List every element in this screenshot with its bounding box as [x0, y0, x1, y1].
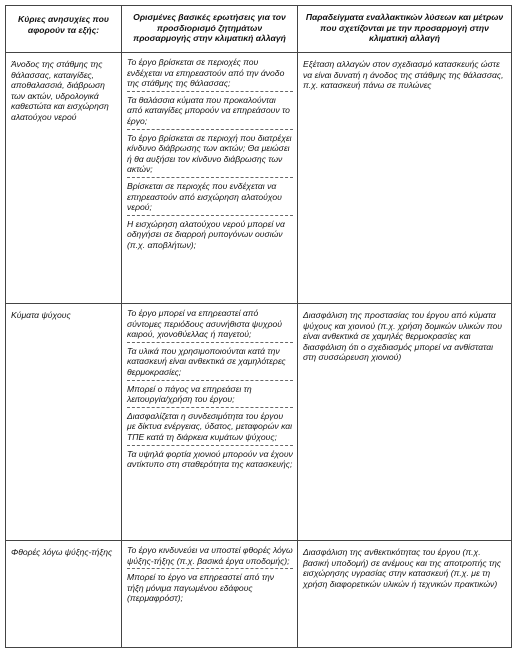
question-item: Τα υψηλά φορτία χιονιού μπορούν να έχουν αντίκτυπο στη σταθερότητα της κατασκευής;	[127, 448, 293, 470]
table-header-row	[6, 6, 512, 53]
question-item: Μπορεί ο πάγος να επηρεάσει τη λειτουργία/χρήση του έργου;	[127, 384, 293, 408]
question-item: Τα υλικά που χρησιμοποιούνται κατά την κατασκευή είναι ανθεκτικά σε χαμηλότερες θερμοκρασίες;	[127, 346, 293, 381]
header-questions: Ορισμένες βασικές ερωτήσεις για τον προσδιορισμό ζητημάτων προσαρμογής στην κλιματική αλλαγή	[122, 6, 298, 53]
questions-cell	[122, 304, 298, 541]
measures-cell: Διασφάλιση της προστασίας του έργου από κύματα ψύχους και χιονιού (π.χ. χρήση δομικών υλικών που είναι ανθεκτικά σε χαμηλές θερμοκρασίες και διασφάλιση ότι ο σχεδιασμός μπορεί να ανθίσταται στη συσσώρευση χιονιού)	[298, 304, 512, 541]
question-item: Το έργο μπορεί να επηρεαστεί από σύντομες περιόδους ασυνήθιστα ψυχρού καιρού, χιονοθύελλας ή παγετού;	[127, 308, 293, 343]
concern-cell: Φθορές λόγω ψύξης-τήξης	[6, 541, 122, 648]
header-measures: Παραδείγματα εναλλακτικών λύσεων και μέτρων που σχετίζονται με την προσαρμογή στην κλιματική αλλαγή	[298, 6, 512, 53]
question-item: Βρίσκεται σε περιοχές που ενδέχεται να επηρεαστούν από εισχώρηση αλατούχου νερού;	[127, 181, 293, 216]
question-item: Μπορεί το έργο να επηρεαστεί από την τήξη μόνιμα παγωμένου εδάφους (περμαφρόστ);	[127, 572, 275, 604]
question-item: Το έργο βρίσκεται σε περιοχή που διατρέχει κίνδυνο διάβρωσης των ακτών; Θα μειώσει ή θα αυξήσει τον κίνδυνο διάβρωσης των ακτών;	[127, 133, 293, 178]
header-concerns: Κύριες ανησυχίες που αφορούν τα εξής:	[6, 6, 122, 53]
question-item: Τα θαλάσσια κύματα που προκαλούνται από καταιγίδες μπορούν να επηρεάσουν το έργο;	[127, 95, 293, 130]
measures-cell: Διασφάλιση της ανθεκτικότητας του έργου (π.χ. βασική υποδομή) σε ανέμους και της αποτροπής της εισχώρησης υγρασίας στην κατασκευή (π.χ. με τη χρήση διαφορετικών υλικών ή τεχνικών πρακτικών)	[298, 541, 512, 648]
concern-cell: Κύματα ψύχους	[6, 304, 122, 541]
table-row	[6, 541, 512, 648]
measures-cell: Εξέταση αλλαγών στον σχεδιασμό κατασκευής ώστε να είναι δυνατή η άνοδος της στάθμης της θάλασσας, π.χ. κατασκευή πάνω σε πυλώνες	[298, 53, 512, 304]
questions-cell	[122, 541, 298, 648]
document-page	[5, 5, 511, 649]
question-item: Το έργο κινδυνεύει να υποστεί φθορές λόγω ψύξης-τήξης (π.χ. βασικά έργα υποδομής);	[127, 545, 293, 569]
climate-adaptation-table	[5, 5, 512, 648]
questions-cell	[122, 53, 298, 304]
table-row	[6, 53, 512, 304]
table-row	[6, 304, 512, 541]
question-item: Διασφαλίζεται η συνδεσιμότητα του έργου με δίκτυα ενέργειας, ύδατος, μεταφορών και ΤΠΕ κατά τη διάρκεια κυμάτων ψύχους;	[127, 411, 293, 446]
question-item: Η εισχώρηση αλατούχου νερού μπορεί να οδηγήσει σε διαρροή ρυπογόνων ουσιών (π.χ. αποβλήτων);	[127, 218, 285, 250]
question-item: Το έργο βρίσκεται σε περιοχές που ενδέχεται να επηρεαστούν από την άνοδο της στάθμης της θάλασσας;	[127, 57, 293, 92]
concern-cell: Άνοδος της στάθμης της θάλασσας, καταιγίδες, αποθαλασσιά, διάβρωση των ακτών, υδρολογικά καθεστώτα και εισχώρηση αλατούχου νερού	[6, 53, 122, 304]
